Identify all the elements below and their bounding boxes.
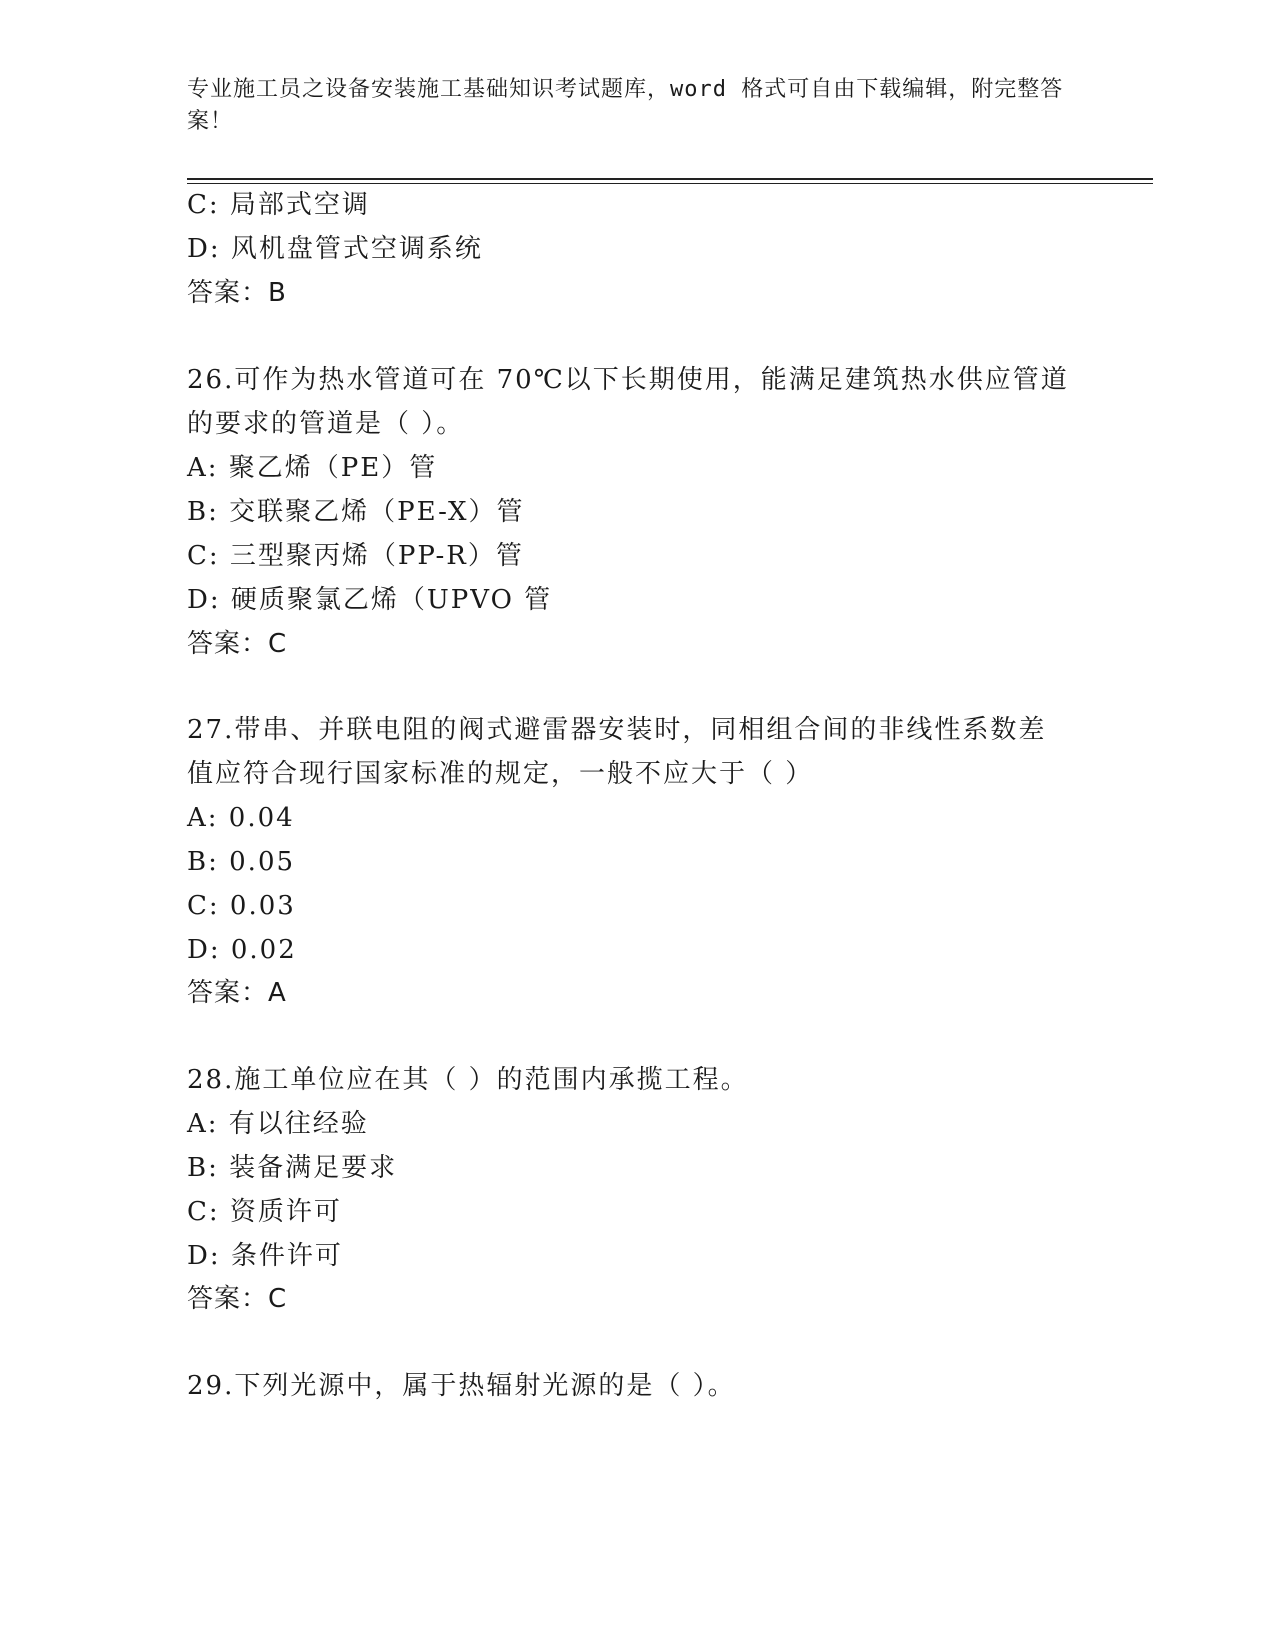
- option-c-q25: C: 局部式空调: [187, 190, 370, 220]
- question-29-line1: 29.下列光源中，属于热辐射光源的是（ ）。: [187, 1371, 736, 1401]
- header-rule-thin: [187, 183, 1153, 184]
- option-a-q26: A: 聚乙烯（PE）管: [187, 453, 438, 483]
- option-d-q28: D: 条件许可: [187, 1241, 343, 1271]
- option-d-q25: D: 风机盘管式空调系统: [187, 234, 483, 264]
- option-a-q27: A: 0.04: [187, 803, 295, 833]
- option-c-q27: C: 0.03: [187, 891, 296, 921]
- option-b-q28: B: 装备满足要求: [187, 1153, 398, 1183]
- question-27-line1: 27.带串、并联电阻的阀式避雷器安装时，同相组合间的非线性系数差: [187, 715, 1047, 745]
- answer-q25: 答案：B: [187, 278, 287, 308]
- option-a-q28: A: 有以往经验: [187, 1109, 369, 1139]
- question-27-line2: 值应符合现行国家标准的规定，一般不应大于（ ）: [187, 759, 814, 789]
- header-rule-thick: [187, 178, 1153, 180]
- option-c-q28: C: 资质许可: [187, 1197, 342, 1227]
- answer-q26: 答案：C: [187, 629, 288, 659]
- option-b-q26: B: 交联聚乙烯（PE-X）管: [187, 497, 525, 527]
- answer-q28: 答案：C: [187, 1284, 288, 1314]
- option-d-q27: D: 0.02: [187, 935, 297, 965]
- option-d-q26: D: 硬质聚氯乙烯（UPVO 管: [187, 585, 553, 615]
- document-header: 专业施工员之设备安装施工基础知识考试题库，word 格式可自由下载编辑，附完整答案！: [187, 77, 1064, 134]
- option-b-q27: B: 0.05: [187, 847, 296, 877]
- question-28-line1: 28.施工单位应在其（ ）的范围内承揽工程。: [187, 1065, 749, 1095]
- question-26-line1: 26.可作为热水管道可在 70℃以下长期使用，能满足建筑热水供应管道: [187, 365, 1069, 395]
- option-c-q26: C: 三型聚丙烯（PP-R）管: [187, 541, 524, 571]
- question-26-line2: 的要求的管道是（ ）。: [187, 409, 465, 439]
- answer-q27: 答案：A: [187, 978, 287, 1008]
